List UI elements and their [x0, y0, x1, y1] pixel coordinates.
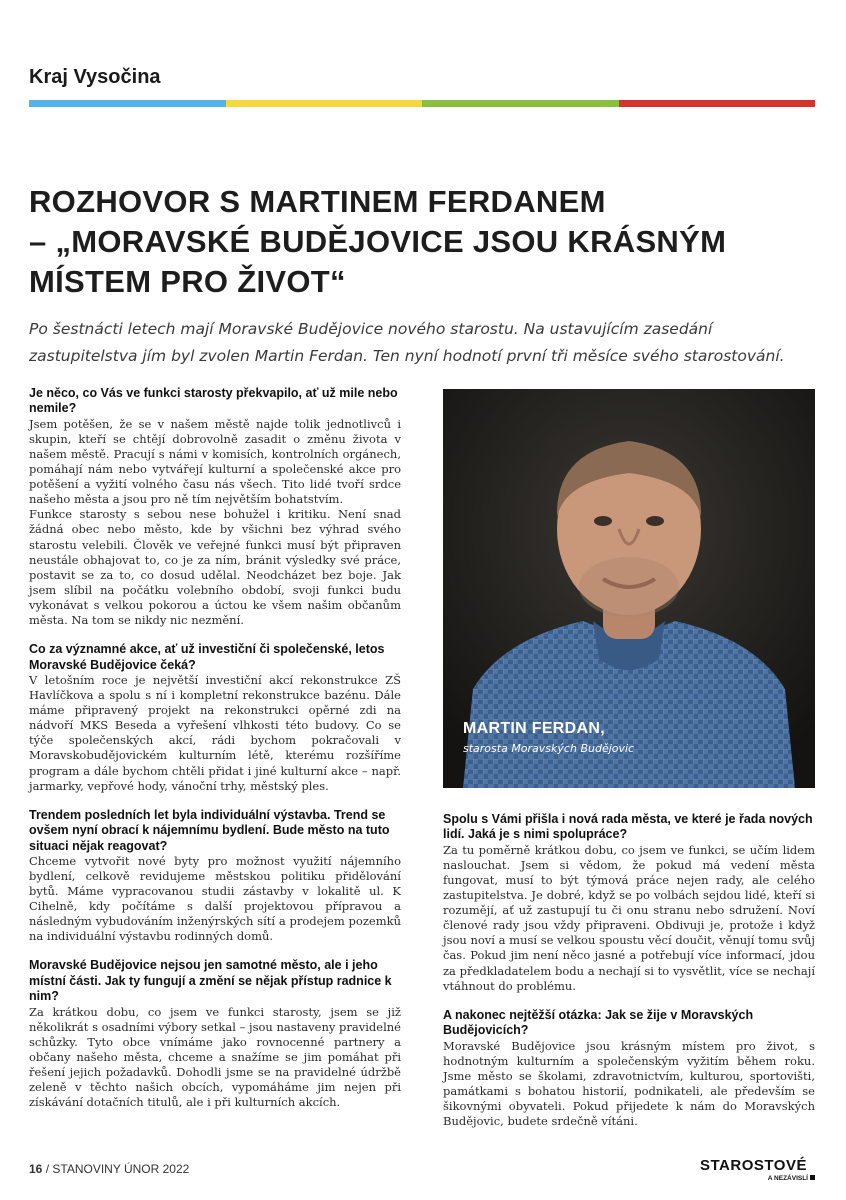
region-heading: Kraj Vysočina — [29, 66, 161, 88]
left-column — [29, 386, 401, 1110]
title-line: MÍSTEM PRO ŽIVOT“ — [29, 264, 346, 299]
lead-line: Po šestnácti letech mají Moravské Budějovice nového starostu. Na ustavujícím zasedání — [29, 320, 713, 338]
answer-paragraph: Moravské Budějovice jsou krásným místem pro život, s hodnotným kulturním a společenským vyžitím během roku. Jsme město se školami, zdravotnictvím, kulturou, sportovišti, památkami s bohatou historií, podnikateli, ale především se šikovnými obyvateli. Pokud přijedete k nám do Moravských Budějovic, budete srdečně vítáni. — [443, 1038, 815, 1129]
caption-role: starosta Moravských Budějovic — [463, 742, 635, 755]
answer-paragraph: V letošním roce je největší investiční akcí rekonstrukce ZŠ Havlíčkova a spolu s ní i kompletní rekonstrukce bazénu. Dále máme připravený projekt na rekonstrukci opěrné zdi na nádvoří MKS Beseda a vyřešení vlhkosti této budovy. Co se týče společenských akcí, rádi bychom pokračovali v Moravskobudějovickém kulturním létě, kterému rozšíříme program a dále bychom chtěli přidat i jiné kulturní akce – např. jarmarky, vepřové hody, vánoční trhy, městský ples. — [29, 672, 401, 793]
answer-paragraph: Jsem potěšen, že se v našem městě najde tolik jednotlivců i skupin, kteří se chtějí dobrovolně zasadit o změnu života v našem městě. Pracují s námi v komisích, kontrolních orgánech, pomáhají nám nebo vytvářejí kulturní a společenské akce pro potěšení a vyžití volného času nás všech. Tito lidé tvoří srdce našeho města a jsou pro ně tím největším bohatstvím. — [29, 416, 401, 507]
stripe-blue — [29, 100, 226, 107]
stripe-green — [422, 100, 619, 107]
page-number: 16 — [29, 1162, 43, 1176]
logo-sub-text: A NEZÁVISLÍ — [767, 1175, 808, 1182]
interview-question: Je něco, co Vás ve funkci starosty překvapilo, ať už mile nebo nemile? — [29, 386, 398, 416]
interview-question: Spolu s Vámi přišla i nová rada města, ve které je řada nových lidí. Jaká je s nimi spolupráce? — [443, 812, 813, 842]
logo-square-icon — [810, 1175, 815, 1180]
answer-paragraph: Za tu poměrně krátkou dobu, co jsem ve funkci, se učím lidem naslouchat. Jsem si vědom, že pokud má vedení města fungovat, musí to být týmová práce nejen rady, ale celého zastupitelstva. Je dobré, když se po volbách sejdou lidé, kteří si rozumějí, ať už zastupují tu či onu stranu nebo sdružení. Noví členové rady jsou vždy připraveni. Obdivuji je, protože i když jsou noví a musí se velkou spoustu věcí doučit, věnují tomu svůj čas. Pokud jim není něco jasné a potřebují více informací, jdou za předkladatelem bodu a nechají si to vysvětlit, více se nechají vtáhnout do problému. — [443, 842, 815, 993]
right-column — [443, 812, 815, 1129]
interview-question: Co za významné akce, ať už investiční či společenské, letos Moravské Budějovice čeká? — [29, 642, 385, 672]
page-footer — [29, 1162, 189, 1176]
answer-paragraph: Chceme vytvořit nové byty pro možnost využití nájemního bydlení, celkově revidujeme městskou politiku přidělování bytů. Máme vypracovanou studii zástavby v lokalitě ul. K Cihelně, kdy počítáme s další projektovou přípravou a následným vybudováním inženýrských sítí a prodejem pozemků na individuální výstavbu rodinných domů. — [29, 853, 401, 944]
footer-separator: / — [42, 1162, 53, 1176]
lead-line: zastupitelstva jím byl zvolen Martin Ferdan. Ten nyní hodnotí první tři měsíce svého starostování. — [29, 347, 785, 365]
title-line: ROZHOVOR S MARTINEM FERDANEM — [29, 184, 606, 219]
logo-main-text: STAROSTOVÉ — [700, 1157, 807, 1174]
article-lead — [29, 316, 829, 370]
color-stripe — [29, 100, 815, 107]
answer-paragraph: Za krátkou dobu, co jsem ve funkci starosty, jsem se již několikrát s osadními výbory setkal – jsou nastaveny pravidelné schůzky. Tyto obce vnímáme jako rovnocenné partnery a občany našeho města, chceme a snažíme se jim pomáhat při řešení jejich požadavků. Dohodli jsme se na pravidelné údržbě zeleně v těchto našich obcích, vypomáháme jim nejen při získávání dotačních titulů, ale i při kulturních akcích. — [29, 1004, 401, 1110]
stripe-yellow — [226, 100, 423, 107]
portrait-photo — [443, 389, 815, 788]
photo-caption — [463, 720, 634, 755]
logo-sub — [700, 1175, 815, 1182]
answer-paragraph: Funkce starosty s sebou nese bohužel i kritiku. Není snad žádná obec nebo město, kde by všichni bez výhrad svého starostu velebili. Člověk ve veřejné funkci musí být připraven neustále obhajovat to, co je za ním, bránit výsledky své práce, postavit se za to, co dosud udělal. Neodcházet bez boje. Jak jsem slíbil na počátku volebního období, svoji funkci budu vykonávat s velkou pokorou a úctou ke všem našim občanům města. Na tom se nikdy nic nezmění. — [29, 507, 401, 628]
issue-name: STANOVINY ÚNOR 2022 — [52, 1162, 190, 1176]
caption-name: MARTIN FERDAN, — [463, 720, 605, 737]
stripe-red — [619, 100, 816, 107]
interview-question: Trendem posledních let byla individuální výstavba. Trend se ovšem nyní obrací k nájemnímu bydlení. Bude město na tuto situaci nějak reagovat? — [29, 807, 390, 853]
interview-question: Moravské Budějovice nejsou jen samotné město, ale i jeho místní části. Jak ty fungují a změní se nějak přístup radnice k nim? — [29, 958, 392, 1004]
title-line: – „MORAVSKÉ BUDĚJOVICE JSOU KRÁSNÝM — [29, 224, 727, 259]
interview-question: A nakonec nejtěžší otázka: Jak se žije v Moravských Budějovicích? — [443, 1007, 754, 1038]
party-logo — [700, 1157, 815, 1182]
article-title — [29, 182, 819, 302]
